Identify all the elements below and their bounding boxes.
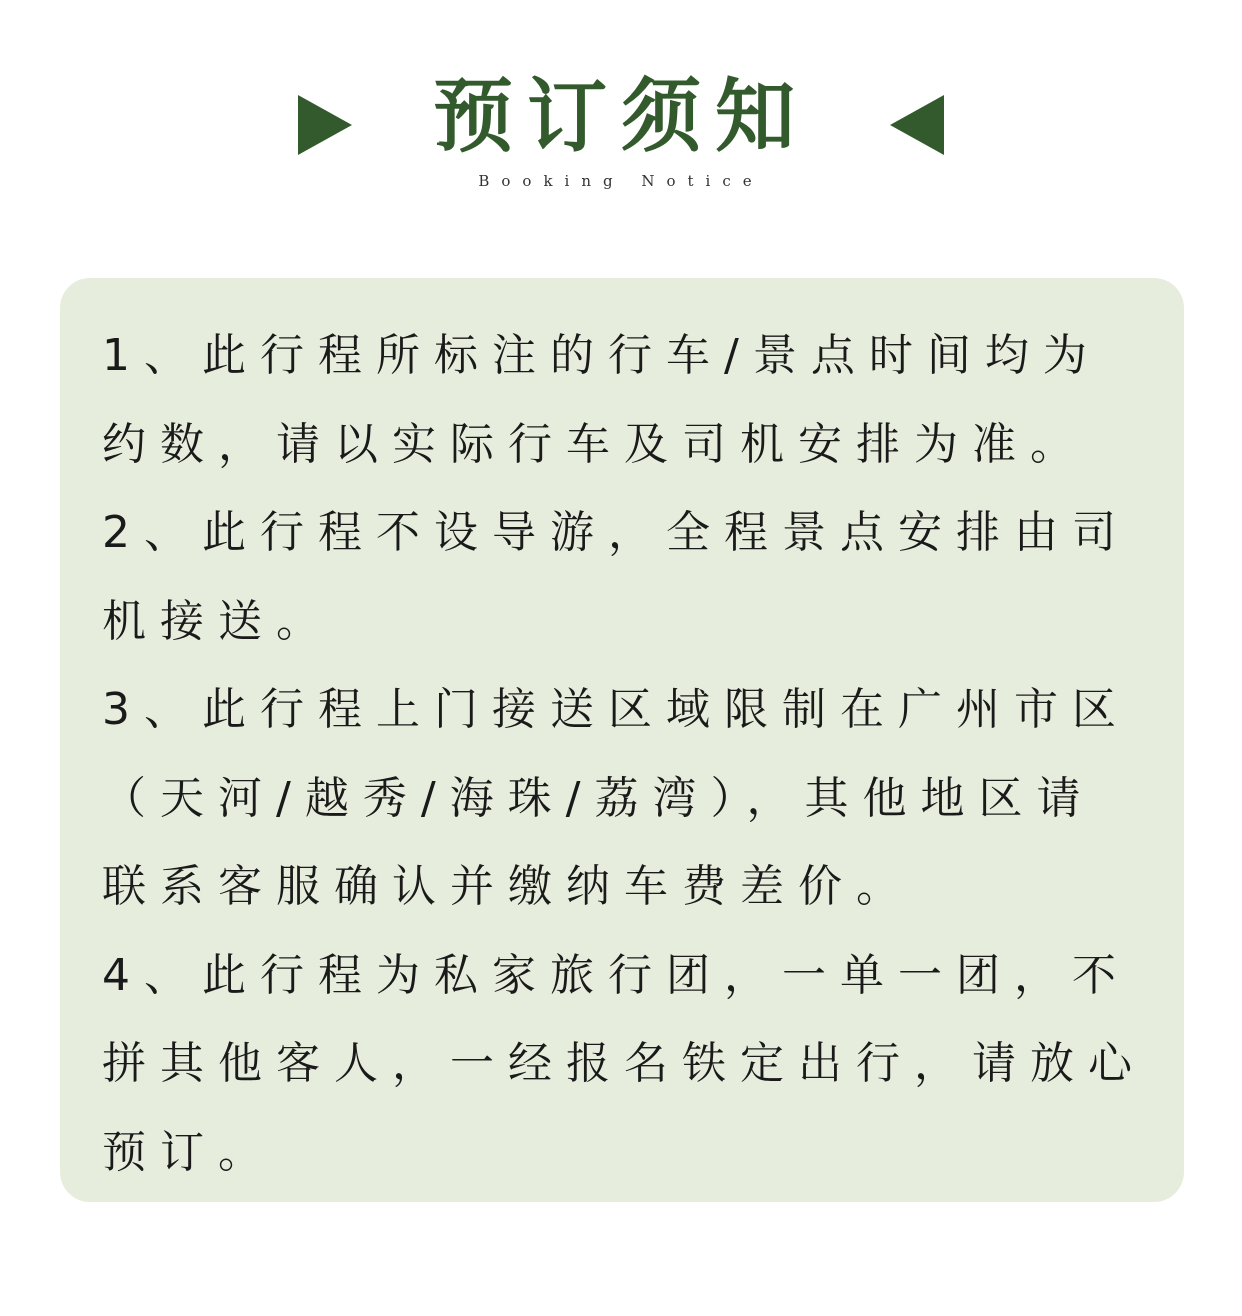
header <box>0 60 1242 210</box>
notice-item-3: 3、此行程上门接送区域限制在广州市区（天河/越秀/海珠/荔湾），其他地区请联系客服确认并缴纳车费差价。 <box>102 684 1130 912</box>
notice-card <box>60 278 1184 1202</box>
page-subtitle: Booking Notice <box>478 172 764 190</box>
page-title: 预订须知 <box>433 69 809 163</box>
triangle-left-icon <box>890 95 944 155</box>
notice-item-2: 2、此行程不设导游，全程景点安排由司机接送。 <box>102 507 1130 647</box>
notice-item-4: 4、此行程为私家旅行团，一单一团，不拼其他客人，一经报名铁定出行，请放心预订。 <box>102 949 1146 1178</box>
notice-item-1: 1、此行程所标注的行车/景点时间均为约数，请以实际行车及司机安排为准。 <box>102 330 1101 470</box>
